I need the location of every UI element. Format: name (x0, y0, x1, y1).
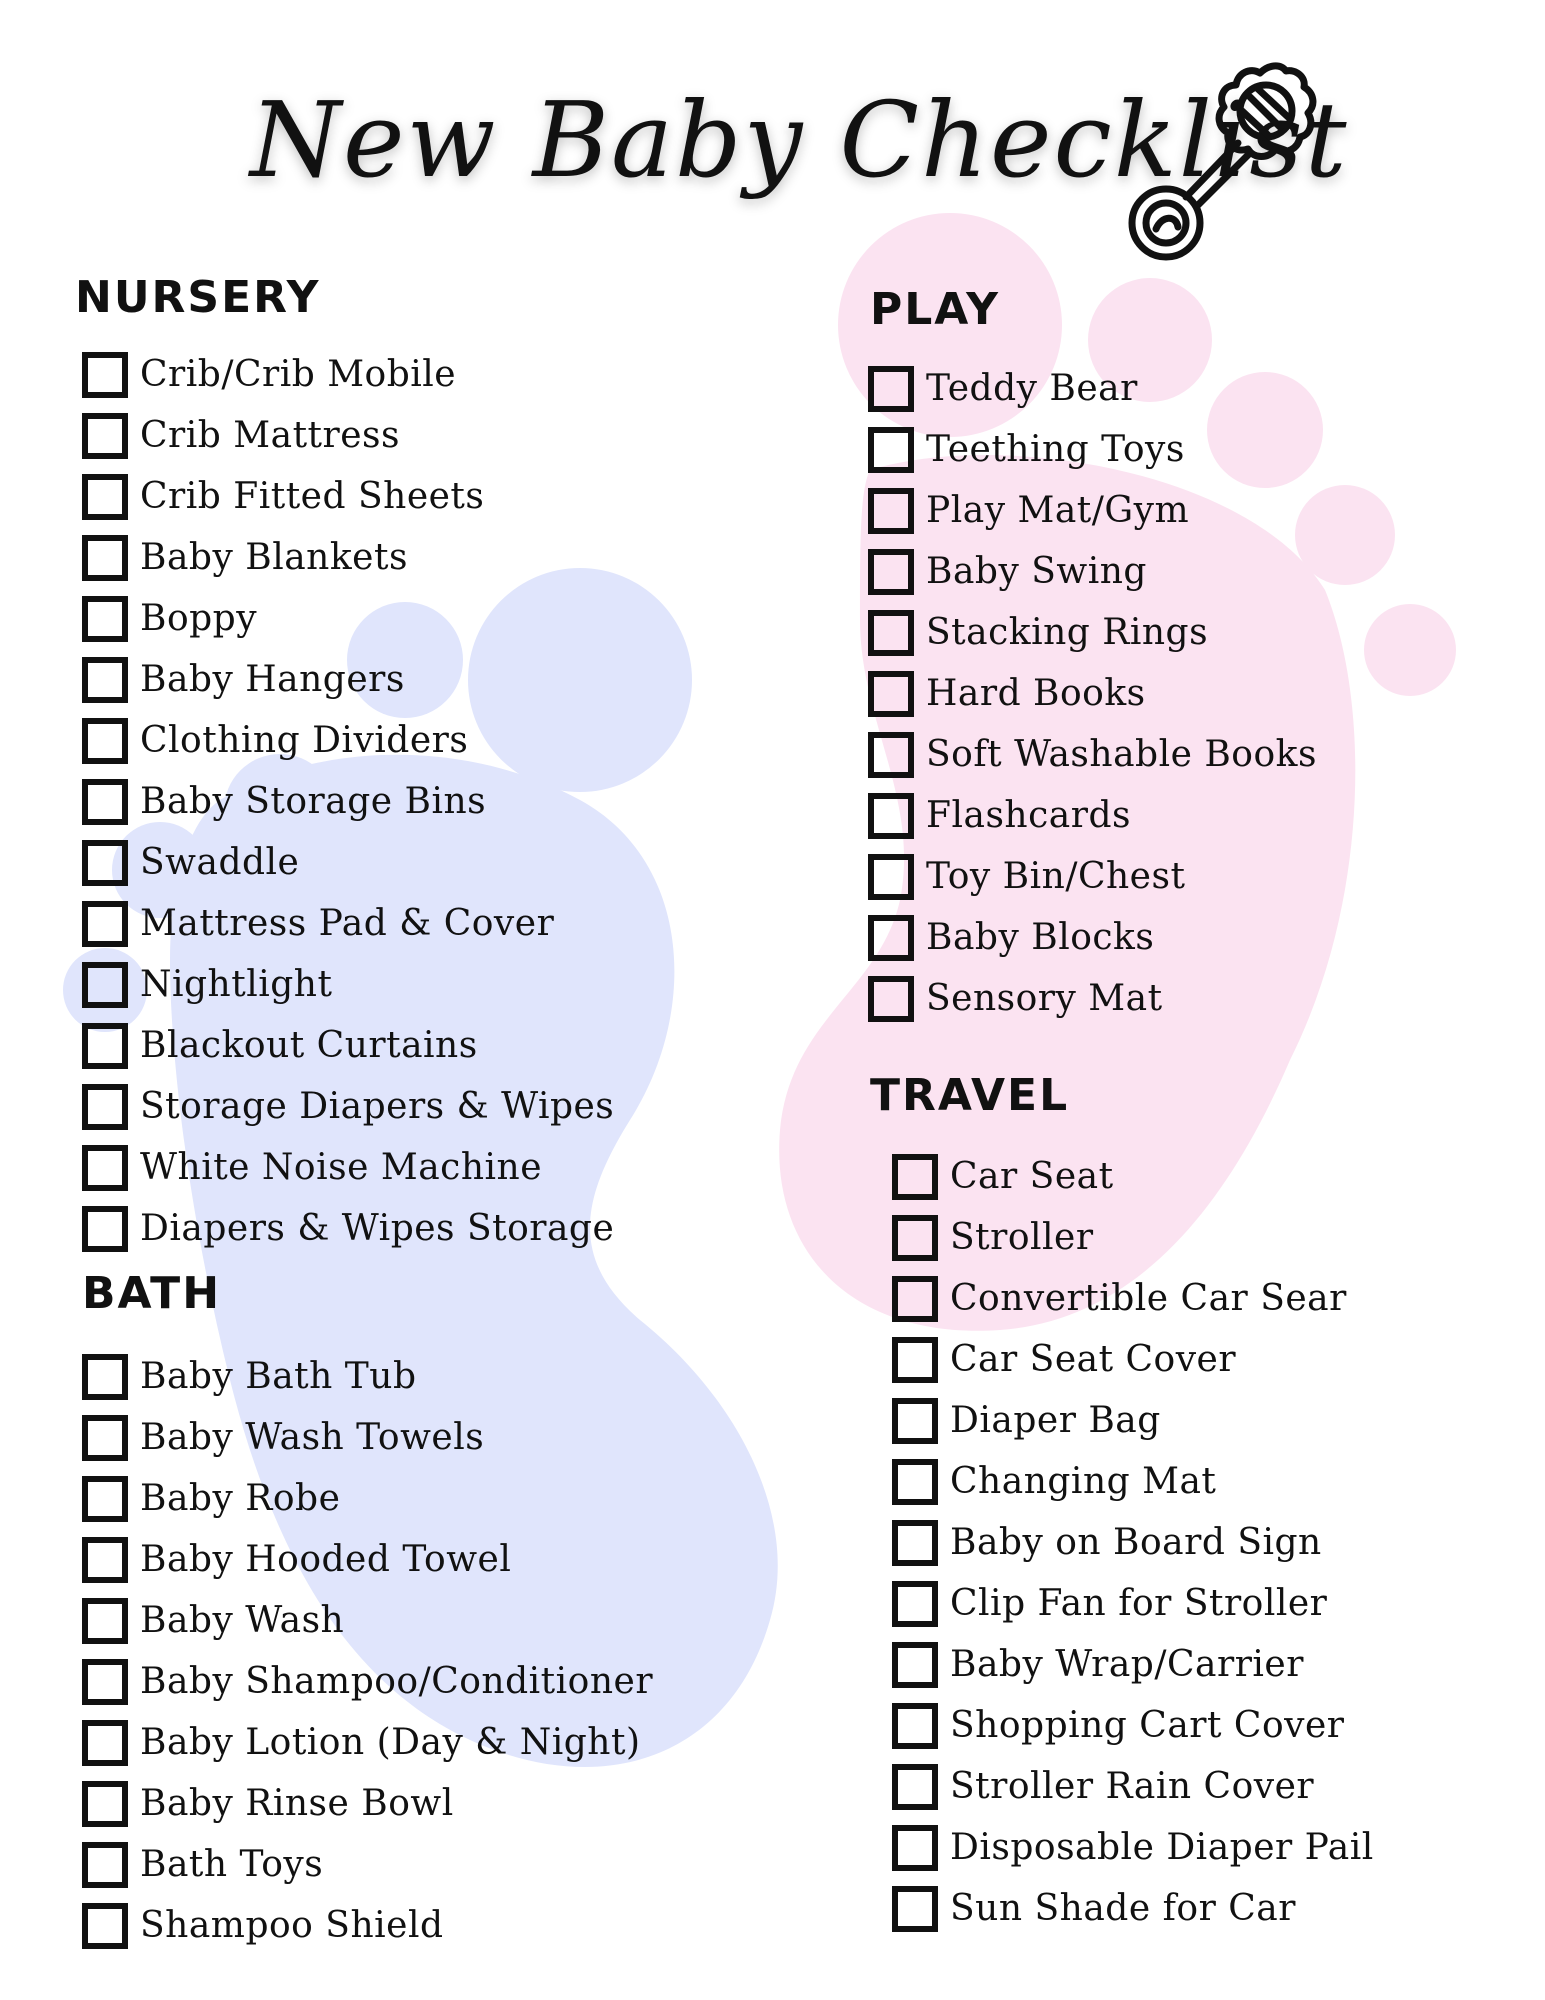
checklist-item-label: Baby Hangers (140, 659, 405, 700)
checkbox[interactable] (82, 1084, 128, 1130)
checklist-item (868, 663, 1317, 724)
checkbox[interactable] (82, 718, 128, 764)
checklist-item (868, 541, 1317, 602)
checklist-item (892, 1451, 1374, 1512)
checkbox[interactable] (82, 474, 128, 520)
checkbox[interactable] (82, 1537, 128, 1583)
checkbox[interactable] (892, 1154, 938, 1200)
checklist-item (868, 724, 1317, 785)
checkbox[interactable] (82, 840, 128, 886)
checkbox[interactable] (82, 1842, 128, 1888)
checklist-item-label: Diapers & Wipes Storage (140, 1208, 615, 1249)
checkbox[interactable] (868, 610, 914, 656)
checklist-item (868, 480, 1317, 541)
checklist-item-label: Changing Mat (950, 1461, 1217, 1502)
checkbox[interactable] (82, 962, 128, 1008)
checkbox[interactable] (82, 1476, 128, 1522)
checkbox[interactable] (868, 854, 914, 900)
checkbox[interactable] (82, 352, 128, 398)
checkbox[interactable] (868, 793, 914, 839)
checklist-item-label: Baby Swing (926, 551, 1147, 592)
checklist-item (82, 1137, 614, 1198)
checklist-item (892, 1756, 1374, 1817)
checkbox[interactable] (82, 1598, 128, 1644)
section-heading-travel: TRAVEL (870, 1070, 1070, 1121)
checklist-item-label: Stacking Rings (926, 612, 1209, 653)
checklist-item-label: Toy Bin/Chest (926, 856, 1186, 897)
checklist-item-label: Crib/Crib Mobile (140, 354, 457, 395)
checklist-item-label: Baby Blankets (140, 537, 408, 578)
checklist-item (82, 1346, 653, 1407)
checklist-item-label: Car Seat (950, 1156, 1114, 1197)
checklist-item-label: Boppy (140, 598, 258, 639)
checkbox[interactable] (892, 1703, 938, 1749)
checklist-item-label: Baby Robe (140, 1478, 341, 1519)
checklist-item (892, 1207, 1374, 1268)
checkbox[interactable] (892, 1459, 938, 1505)
checklist-item (892, 1512, 1374, 1573)
checklist-item (82, 771, 614, 832)
checkbox[interactable] (82, 779, 128, 825)
checkbox[interactable] (82, 1415, 128, 1461)
checklist-item (82, 832, 614, 893)
page-title: New Baby Checklist (250, 79, 1349, 201)
checkbox[interactable] (82, 657, 128, 703)
checklist-item-label: Swaddle (140, 842, 300, 883)
checklist-item (892, 1817, 1374, 1878)
checkbox[interactable] (82, 596, 128, 642)
checkbox[interactable] (892, 1581, 938, 1627)
checklist-item (82, 1015, 614, 1076)
checklist-item-label: Hard Books (926, 673, 1146, 714)
checklist-item (82, 1529, 653, 1590)
checklist-item (82, 1712, 653, 1773)
checklist-item (82, 1468, 653, 1529)
checkbox[interactable] (82, 413, 128, 459)
checklist-item (82, 1076, 614, 1137)
checkbox[interactable] (82, 1354, 128, 1400)
checklist-item-label: Convertible Car Sear (950, 1278, 1347, 1319)
checkbox[interactable] (82, 1023, 128, 1069)
checklist-item-label: Baby Rinse Bowl (140, 1783, 454, 1824)
checklist-item (868, 358, 1317, 419)
checklist-item (82, 1773, 653, 1834)
checkbox[interactable] (868, 732, 914, 778)
checklist-item-label: Nightlight (140, 964, 333, 1005)
checklist-item (892, 1573, 1374, 1634)
checklist-item-label: Baby Blocks (926, 917, 1155, 958)
checkbox[interactable] (82, 535, 128, 581)
checkbox[interactable] (892, 1337, 938, 1383)
section-heading-nursery: NURSERY (75, 272, 321, 323)
checklist-item (82, 1834, 653, 1895)
checkbox[interactable] (82, 1720, 128, 1766)
checklist-item (82, 588, 614, 649)
checkbox[interactable] (868, 366, 914, 412)
checkbox[interactable] (868, 488, 914, 534)
checkbox[interactable] (892, 1398, 938, 1444)
checkbox[interactable] (868, 915, 914, 961)
checklist-item (868, 968, 1317, 1029)
checklist-item-label: Crib Fitted Sheets (140, 476, 485, 517)
checkbox[interactable] (892, 1520, 938, 1566)
checklist-item-label: Blackout Curtains (140, 1025, 478, 1066)
checklist-item-label: Teething Toys (926, 429, 1185, 470)
checklist-item (82, 405, 614, 466)
travel-checklist (892, 1146, 1374, 1939)
checkbox[interactable] (892, 1764, 938, 1810)
checklist-item (868, 846, 1317, 907)
checklist-item-label: Baby Bath Tub (140, 1356, 417, 1397)
checklist-item-label: Teddy Bear (926, 368, 1138, 409)
checklist-item (82, 893, 614, 954)
checkbox[interactable] (892, 1886, 938, 1932)
checklist-item (82, 1198, 614, 1259)
checklist-item (82, 954, 614, 1015)
checklist-item-label: Sun Shade for Car (950, 1888, 1296, 1929)
checkbox[interactable] (892, 1642, 938, 1688)
checkbox[interactable] (892, 1276, 938, 1322)
checklist-item (82, 1407, 653, 1468)
checklist-item-label: Clip Fan for Stroller (950, 1583, 1328, 1624)
checkbox[interactable] (82, 1145, 128, 1191)
checklist-item-label: Baby Shampoo/Conditioner (140, 1661, 654, 1702)
checkbox[interactable] (868, 671, 914, 717)
checklist-item-label: Stroller (950, 1217, 1094, 1258)
checklist-item-label: Clothing Dividers (140, 720, 469, 761)
checklist-item (82, 344, 614, 405)
checkbox[interactable] (868, 427, 914, 473)
checklist-item-label: Bath Toys (140, 1844, 324, 1885)
checkbox[interactable] (82, 901, 128, 947)
checklist-item-label: Baby on Board Sign (950, 1522, 1322, 1563)
checklist-item-label: Baby Lotion (Day & Night) (140, 1722, 641, 1763)
checklist-item-label: Baby Wash Towels (140, 1417, 485, 1458)
checklist-item (868, 907, 1317, 968)
checklist-item (82, 527, 614, 588)
checklist-item-label: Car Seat Cover (950, 1339, 1237, 1380)
checkbox[interactable] (868, 549, 914, 595)
checklist-item (82, 1651, 653, 1712)
checkbox[interactable] (868, 976, 914, 1022)
checklist-item-label: Disposable Diaper Pail (950, 1827, 1374, 1868)
checklist-item-label: Diaper Bag (950, 1400, 1161, 1441)
checklist-item-label: Storage Diapers & Wipes (140, 1086, 615, 1127)
checklist-item (892, 1329, 1374, 1390)
checklist-item-label: Baby Hooded Towel (140, 1539, 512, 1580)
checklist-item (868, 602, 1317, 663)
checklist-item-label: Crib Mattress (140, 415, 400, 456)
checklist-item (82, 1895, 653, 1956)
bath-checklist (82, 1346, 653, 1956)
checklist-item (892, 1390, 1374, 1451)
checklist-item (892, 1695, 1374, 1756)
checkbox[interactable] (82, 1781, 128, 1827)
checklist-item-label: Soft Washable Books (926, 734, 1317, 775)
checklist-item-label: Flashcards (926, 795, 1131, 836)
checkbox[interactable] (82, 1206, 128, 1252)
section-heading-play: PLAY (870, 284, 1000, 335)
checkbox[interactable] (892, 1825, 938, 1871)
checklist-item (82, 1590, 653, 1651)
checklist-item (82, 649, 614, 710)
checklist-item-label: Mattress Pad & Cover (140, 903, 555, 944)
checklist-item-label: Shampoo Shield (140, 1905, 444, 1946)
checklist-item-label: White Noise Machine (140, 1147, 543, 1188)
checklist-item (892, 1878, 1374, 1939)
checklist-item (868, 785, 1317, 846)
checklist-item (892, 1146, 1374, 1207)
checklist-item-label: Stroller Rain Cover (950, 1766, 1315, 1807)
checklist-item (892, 1634, 1374, 1695)
baby-rattle-icon (1110, 45, 1330, 265)
nursery-checklist (82, 344, 614, 1259)
checklist-item (868, 419, 1317, 480)
checklist-item-label: Baby Storage Bins (140, 781, 487, 822)
checklist-item-label: Sensory Mat (926, 978, 1163, 1019)
checklist-item-label: Baby Wrap/Carrier (950, 1644, 1304, 1685)
checkbox[interactable] (82, 1903, 128, 1949)
checkbox[interactable] (892, 1215, 938, 1261)
checklist-item-label: Play Mat/Gym (926, 490, 1190, 531)
section-heading-bath: BATH (82, 1268, 222, 1319)
checklist-item (892, 1268, 1374, 1329)
checkbox[interactable] (82, 1659, 128, 1705)
checklist-item-label: Baby Wash (140, 1600, 345, 1641)
checklist-item-label: Shopping Cart Cover (950, 1705, 1345, 1746)
play-checklist (868, 358, 1317, 1029)
checklist-item (82, 466, 614, 527)
checklist-item (82, 710, 614, 771)
